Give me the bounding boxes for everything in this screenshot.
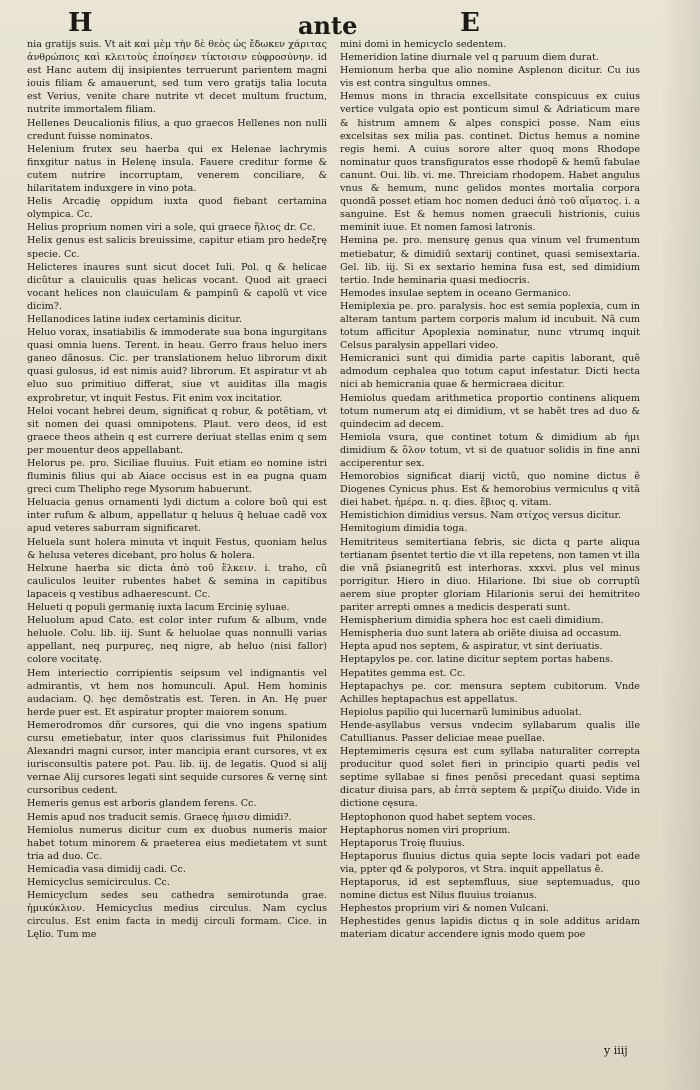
dictionary-entry: Heptapylos pe. cor. latine dicitur septem portas habens. <box>340 654 614 666</box>
dictionary-entry: Hemis apud nos traducit semis. Graecę ἡμισυ dimidi?. <box>27 811 292 823</box>
dictionary-entry: nia gratijs suis. Vt ait καὶ μὲμ τὴν δὲ θεὸς ὡς ἔδωκεν χάριτας ἀνθρώποις καὶ κλειτοὺς ἐποίησεν τίκτοισιν εὐφροσύνην. id est Hanc autem dij insipientes terruerunt parientem magni iouis filiam & amauerunt, sed tum vero gratijs talia locuta est Verius, venite chare nutrite vt decet multum fructum, nutrite immortalem filiam. <box>27 39 327 116</box>
dictionary-entry: mini domi in hemicyclo sedentem. <box>340 39 507 50</box>
dictionary-entry: Heloi vocant hebrei deum, significat q robur, & potẽtiam, vt sit nomen dei quasi omnipotens. Plaut. vero deos, id est graece theos athein q est currere deriuat stellas enim q sem per mouentur deos appellabant. <box>27 405 327 456</box>
dictionary-entry: Hepiolus papilio qui lucernarũ luminibus aduolat. <box>340 706 582 718</box>
dictionary-entry: Heluolum apud Cato. est color inter rufum & album, vnde heluole. Colu. lib. iij. Sunt & heluolae quas nonnulli varias appellant, neq purpureç, neq nigre, ab heluo (nisi fallor) colore vocitatę. <box>27 615 327 666</box>
dictionary-entry: Hemistichion dimidius versus. Nam στίχος versus dicitur. <box>340 510 622 522</box>
dictionary-entry: Hemiolus numerus dicitur cum ex duobus numeris maior habet totum minorem & praeterea eius medietatem vt sunt tria ad duo. Cc. <box>27 824 327 862</box>
dictionary-entry: Hemicadia vasa dimidij cadi. Cc. <box>27 863 186 875</box>
header-left-letter: H <box>68 8 93 38</box>
dictionary-entry: Helxune haerba sic dicta ἀπὸ τοῦ ἕλκειν. i. traho, cũ cauliculos leuiter rubentes habet & semina in capitibus lapaceis q vestibus adhaerescunt. Cc. <box>27 562 327 600</box>
dictionary-entry: Heptemimeris cęsura est cum syllaba naturaliter correpta producitur quod solet fieri in principio quarti pedis vel septime syllabae si fines penõsi precedant quasi septima dicatur diuisa pars, ab ἑπτὰ septem & μερίζω diuido. Vide in dictione cęsura. <box>340 746 640 810</box>
dictionary-entry: Hemiplexia pe. pro. paralysis. hoc est semia poplexia, cum in alteram tantum partem corporis malum id incubuit. Nã cum totum afficitur Apoplexia nominatur, nunc vtrumq inquit Celsus paralysin appellari video. <box>340 300 640 352</box>
dictionary-entry: Hemeris genus est arboris glandem ferens. Cc. <box>27 798 257 810</box>
dictionary-entry: Hemitogium dimidia toga. <box>340 523 468 535</box>
dictionary-entry: Hemicyclum sedes seu cathedra semirotunda grae. ἡμικύκλιον. Hemicyclus medius circulus. Nam cyclus circulus. Est enim facta in medij circuli formam. Cice. in Lęlio. Tum me <box>27 890 327 941</box>
dictionary-entry: Hemus mons in thracia excellsitate conspicuus ex cuius vertice vulgata opio est ponticum simul & Adriaticum mare & histrum amnem & alpes conspici posse. Nam eius excelsitas sex milia pas. continet. Dictus hemus a nomine regis hemi. A cuius sorore alter quoq mons Rhodope nominatur quos transfiguratos esse rhodopẽ & hemũ fabulae canunt. Oui. lib. vi. me. Threiciam rhodopem. Habet angulus vnus & hemum, nunc gelidos montes mortalia corpora quondã posset etiam hoc nomen deduci ἀπὸ τοῦ αἵματος. i. a sanguine. Est & hemus nomen graeculi histrionis, cuius meminit iuue. Et nomen famosi latronis. <box>340 91 640 234</box>
dictionary-entry: Hemicranici sunt qui dimidia parte capitis laborant, quẽ admodum cephalea quo totum caput infestatur. Dicti hecta nici ab hemicrania quae & hermicraea dicitur. <box>340 353 640 391</box>
dictionary-entry: Heptapachys pe. cor. mensura septem cubitorum. Vnde Achilles heptapachus est appellatus. <box>340 680 640 705</box>
dictionary-entry: Hemispheria duo sunt latera ab oriẽte diuisa ad occasum. <box>340 628 622 640</box>
dictionary-entry: Helix genus est salicis breuissime, capitur etiam pro hedeξrę specie. Cc. <box>27 235 327 260</box>
dictionary-entry: Hende-asyllabus versus vndecim syllabarum qualis ille Catullianus. Passer deliciae meae puellae. <box>340 719 640 744</box>
left-column <box>27 38 327 1048</box>
dictionary-entry: Hem interiectio corripientis seipsum vel indignantis vel admirantis, vt hem nos homunculi. Apul. Hem hominis audaciam. Q. hęc demõstratis est. Teren. in An. Hę puer herde puer est. Et aspiratur propter maiorem sonum. <box>27 667 327 718</box>
dictionary-entry: Helius proprium nomen viri a sole, qui graece ἥλιος dr. Cc. <box>27 222 316 234</box>
dictionary-entry: Hemerodromos dñr cursores, qui die vno ingens spatium cursu emetiebatur, inter quos clarissimus fuit Philonides Alexandri magni cursor, inter mancipia erant cursores, vt ex iurisconsultis patere pot. Pau. lib. iij. de legatis. Quod si alij vernae Alij cursores legati sint sequide cursores & vernę sint cursoribus cedent. <box>27 719 327 797</box>
dictionary-entry: Helis Arcadię oppidum iuxta quod fiebant certamina olympica. Cc. <box>27 196 327 221</box>
page-edge-shadow <box>660 0 700 1090</box>
dictionary-entry: Hemispherium dimidia sphera hoc est caeli dimidium. <box>340 615 604 627</box>
dictionary-entry: Hemicyclus semicirculus. Cc. <box>27 877 170 888</box>
dictionary-entry: Hellenes Deucalionis filius, a quo graecos Hellenes non nulli credunt fuisse nominatos. <box>27 117 327 142</box>
right-column <box>340 38 640 1048</box>
dictionary-entry: Heptophonon quod habet septem voces. <box>340 811 536 823</box>
dictionary-entry: Heptaporus fluuius dictus quia septe locis vadari pot eade via, ppter qđ & polyporos, vt Stra. inquit appellatus ẽ. <box>340 850 640 875</box>
running-header <box>40 6 680 40</box>
dictionary-entry: Hemiolus quedam arithmetica proportio continens aliquem totum numerum atq ei dimidium, vt se habẽt tres ad duo & quindecim ad decem. <box>340 392 640 430</box>
dictionary-entry: Hemitriteus semitertiana febris, sic dicta q parte aliqua tertianam p̃sentet tertio die vt illa repetens, non tamen vt illa die vnã p̃sianegritũ est interhoras. xxxvi. plus vel minus porrigitur. Hiero in diuo. Hilarione. Ibi siue ob corruptũ aerem siue propter gloriam Hilarionis serui dei hemitriteo pariter arrepti omnes a medicis desperati sunt. <box>340 536 640 614</box>
dictionary-entry: Hemiola vsura, que continet totum & dimidium ab ἡμι dimidium & ὅλον totum, vt si de quatuor solidis in fine anni acciperentur sex. <box>340 431 640 469</box>
dictionary-entry: Helorus pe. pro. Siciliae fluuius. Fuit etiam eo nomine istri fluminis filius qui ab Aiace occisus est in ea pugna quam greci cum Thelipho rege Mysorum habuerunt. <box>27 458 327 496</box>
dictionary-entry: Heluela sunt holera minuta vt inquit Festus, quoniam helus & helusa veteres dicebant, pro holus & holera. <box>27 536 327 561</box>
dictionary-entry: Helicteres inaures sunt sicut docet Iuli. Pol. q & helicae dicũtur a clauiculis quas helicas vocant. Quod ait graeci vocant helices non clauiculam & pampinũ & capolũ vt vice dicim?. <box>27 261 327 312</box>
dictionary-entry: Hephestides genus lapidis dictus q in sole additus aridam materiam dicatur accendere ignis modo quem poe <box>340 916 640 941</box>
dictionary-entry: Helueti q populi germanię iuxta lacum Ercinię syluae. <box>27 602 290 614</box>
dictionary-entry: Hemina pe. pro. mensurę genus qua vinum vel frumentum metiebatur, & dimidiũ sextarij continet, quasi semisextaria. Gel. lib. iij. Si ex sextario hemina fusa est, sed dimidium tertio. Inde heminaria quasi mediocris. <box>340 235 640 286</box>
signature-mark: y iiij <box>604 1044 628 1057</box>
header-center-word: ante <box>298 11 358 40</box>
dictionary-entry: Hepatites gemma est. Cc. <box>340 667 466 679</box>
dictionary-entry: Heptaporus Troię fluuius. <box>340 837 465 849</box>
dictionary-entry: Hemeridion latine diurnale vel q paruum diem durat. <box>340 52 599 64</box>
dictionary-entry: Hemionum herba que alio nomine Asplenon dicitur. Cu ius vis est contra singultus omnes. <box>340 65 640 90</box>
dictionary-entry: Hephestos proprium viri & nomen Vulcani. <box>340 903 549 915</box>
dictionary-entry: Heptaporus, id est septemfluus, siue septemuadus, quo nomine dictus est Nilus fluuius troianus. <box>340 877 640 902</box>
dictionary-entry: Hellanodices latine iudex certaminis dicitur. <box>27 313 243 325</box>
header-right-letter: E <box>460 8 480 38</box>
dictionary-entry: Helenium frutex seu haerba qui ex Helenae lachrymis finxgitur natus in Helenę insula. Fauere creditur forme & cutem nutrire incorruptam, venerem conciliare, & hilaritatem induxgere in vino pota. <box>27 143 327 195</box>
dictionary-entry: Hemorobios significat diarij victũ, quo nomine dictus ẽ Diogenes Cynicus phus. Est & hemorobius vermiculus q vitã diei habet. ἡμέρα. n. q. dies. ἕβιος q. vitam. <box>340 471 640 509</box>
dictionary-entry: Heluacia genus ornamenti lydi dictum a colore boũ qui est inter rufum & album, appellatur q heluus q̃ heluae cadẽ vox apud veteres saburram significaret. <box>27 497 327 535</box>
dictionary-entry: Heptaphorus nomen viri proprium. <box>340 824 511 836</box>
dictionary-entry: Heluo vorax, insatiabilis & immoderate sua bona ingurgitans quasi omnia luens. Terent. in heau. Gerro fraus heluo iners ganeo dãnosus. Cic. per translationem heluo librorum dixit quasi gulosus, id est nimis auid? librorum. Et aspiratur vt ab eluo suo primitiuo differat, siue vt auiditas illa magis exprobretur, vt inquit Festus. Fit enim vox incitatior. <box>27 327 327 404</box>
dictionary-entry: Hepta apud nos septem, & aspiratur, vt sint deriuatis. <box>340 641 603 653</box>
dictionary-entry: Hemodes insulae septem in oceano Germanico. <box>340 287 571 299</box>
